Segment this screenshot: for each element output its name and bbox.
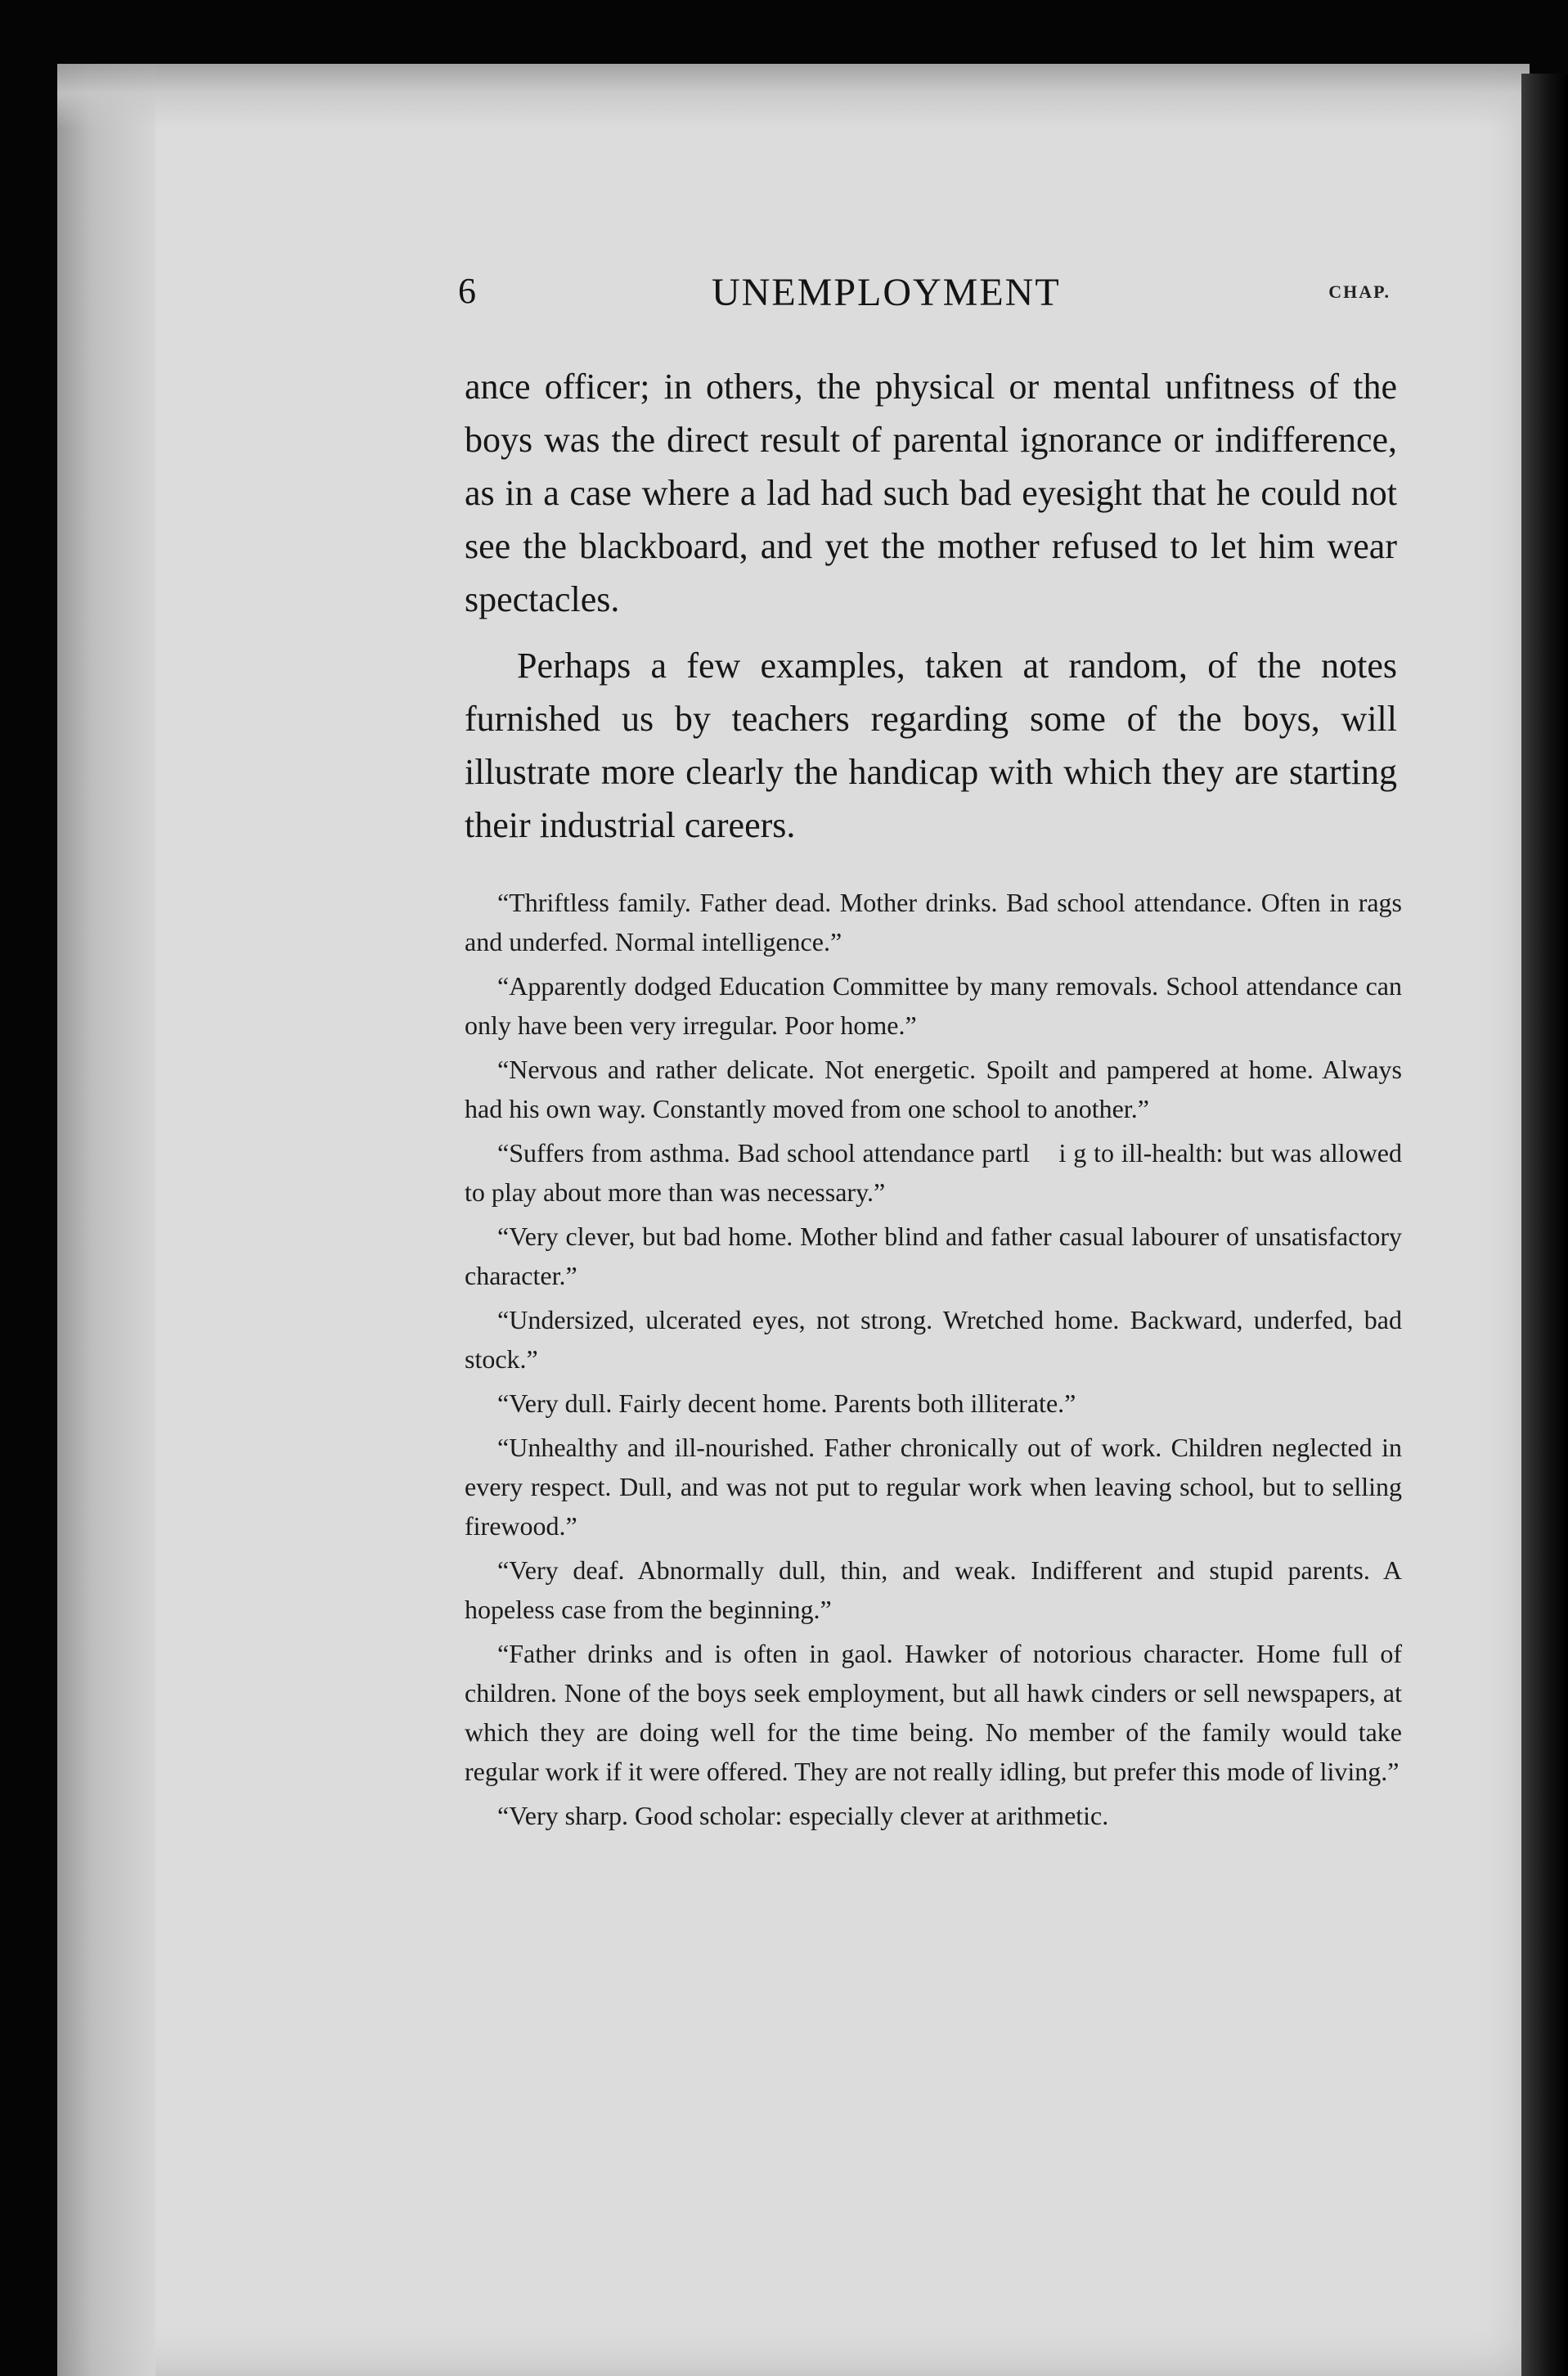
book-spine-edge bbox=[1521, 74, 1568, 2376]
page-edge-shadow-left bbox=[57, 64, 155, 2376]
teacher-note: “Very clever, but bad home. Mother blind and father casual labourer of unsatisfactory character.” bbox=[465, 1222, 1402, 1290]
page-edge-shadow-top bbox=[57, 64, 1530, 129]
running-title: UNEMPLOYMENT bbox=[712, 271, 1061, 314]
paragraph-examples-intro: Perhaps a few examples, taken at random, of the notes furnished us by teachers regarding some of the boys, will illustrate more clearly the handicap with which they are starting their industrial careers. bbox=[465, 646, 1397, 845]
teacher-note: “Nervous and rather delicate. Not energetic. Spoilt and pampered at home. Always had his own way. Constantly moved from one school to another.” bbox=[465, 1055, 1402, 1123]
teacher-note: “Very sharp. Good scholar: especially clever at arithmetic. bbox=[497, 1801, 1109, 1830]
paragraph-continued: ance officer; in others, the physical or mental unfitness of the boys was the direct result of parental ignorance or indifference, as in a case where a lad had such bad eyesight that he could not see the blackboard, and yet the mother refused to let him wear spectacles. bbox=[465, 367, 1397, 619]
teacher-note: “Suffers from asthma. Bad school attendance partl i g to ill-health: but was allowed to play about more than was necessary.” bbox=[465, 1138, 1402, 1207]
teacher-note: “Thriftless family. Father dead. Mother drinks. Bad school attendance. Often in rags and underfed. Normal intelligence.” bbox=[465, 888, 1402, 956]
teacher-note: “Apparently dodged Education Committee by many removals. School attendance can only have been very irregular. Poor home.” bbox=[465, 971, 1402, 1040]
teacher-note: “Very deaf. Abnormally dull, thin, and weak. Indifferent and stupid parents. A hopeless case from the beginning.” bbox=[465, 1555, 1402, 1624]
teacher-note: “Very dull. Fairly decent home. Parents both illiterate.” bbox=[497, 1388, 1076, 1418]
chapter-mark: CHAP. bbox=[1328, 281, 1391, 302]
running-head bbox=[458, 270, 1423, 335]
teacher-note: “Father drinks and is often in gaol. Hawker of notorious character. Home full of children. None of the boys seek employment, but all hawk cinders or sell newspapers, at which they are doing well for the time being. No member of the family would take regular work if it were offered. They are not really idling, but prefer this mode of living.” bbox=[465, 1639, 1402, 1786]
teacher-notes-list bbox=[465, 883, 1402, 1835]
teacher-note: “Undersized, ulcerated eyes, not strong. Wretched home. Backward, underfed, bad stock.” bbox=[465, 1305, 1402, 1374]
teacher-note: “Unhealthy and ill-nourished. Father chronically out of work. Children neglected in every respect. Dull, and was not put to regular work when leaving school, but to selling firewood.” bbox=[465, 1433, 1402, 1541]
page-number: 6 bbox=[458, 271, 476, 311]
page-body bbox=[465, 360, 1402, 1840]
